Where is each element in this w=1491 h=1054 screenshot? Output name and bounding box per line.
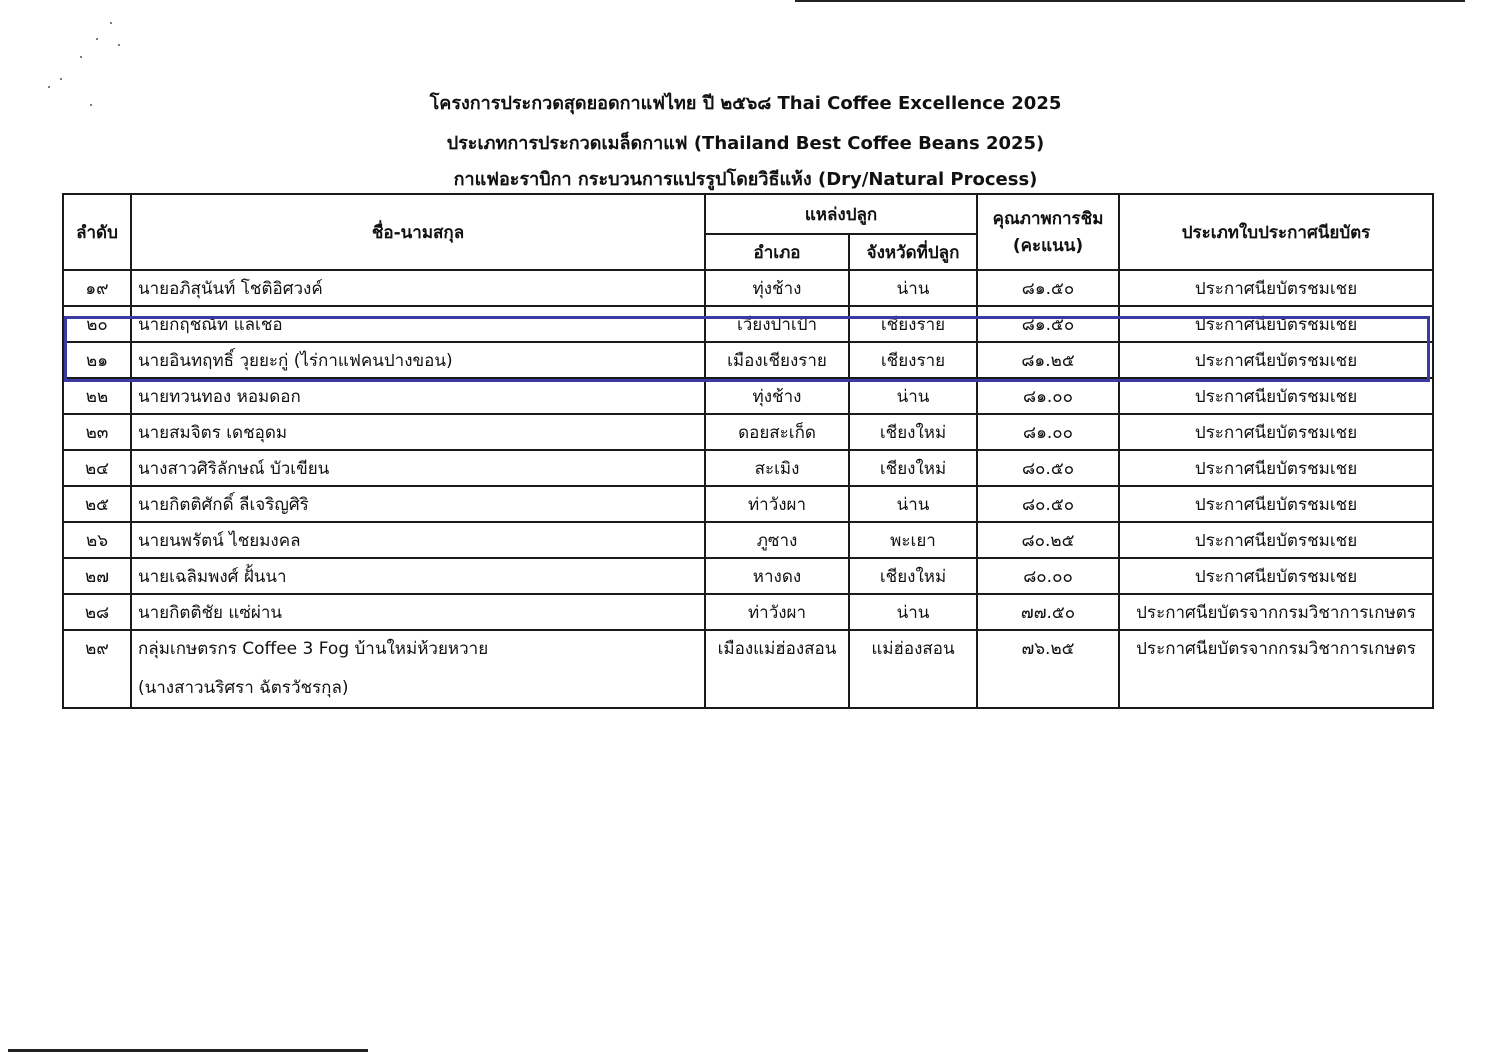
cell-district: เมืองแม่ฮ่องสอน <box>705 630 849 708</box>
table-row <box>63 450 1433 486</box>
cell-seq: ๒๙ <box>63 630 131 708</box>
cell-province: เชียงใหม่ <box>849 558 977 594</box>
cell-score: ๘๑.๐๐ <box>977 414 1119 450</box>
cell-district: ท่าวังผา <box>705 594 849 630</box>
cell-score: ๘๐.๒๕ <box>977 522 1119 558</box>
table-row <box>63 414 1433 450</box>
header-district: อำเภอ <box>705 234 849 270</box>
cell-seq: ๑๙ <box>63 270 131 306</box>
table-row <box>63 342 1433 378</box>
cell-district: หางดง <box>705 558 849 594</box>
cell-province: น่าน <box>849 270 977 306</box>
cell-seq: ๒๗ <box>63 558 131 594</box>
scan-speck <box>80 56 82 58</box>
cell-district: ภูซาง <box>705 522 849 558</box>
bottom-rule <box>8 1049 368 1052</box>
results-table <box>62 193 1434 709</box>
cell-name: นายอภิสุนันท์ โชติอิศวงค์ <box>131 270 705 306</box>
header-seq: ลำดับ <box>63 194 131 270</box>
cell-score: ๘๑.๕๐ <box>977 270 1119 306</box>
cell-name: นายเฉลิมพงศ์ ฝั้นนา <box>131 558 705 594</box>
cell-seq: ๒๐ <box>63 306 131 342</box>
top-rule <box>795 0 1465 2</box>
cell-name: นายอินทฤทธิ์ วุยยะกู่ (ไร่กาแฟคนปางขอน) <box>131 342 705 378</box>
cell-cert: ประกาศนียบัตรชมเชย <box>1119 414 1433 450</box>
cell-province: เชียงราย <box>849 342 977 378</box>
header-province: จังหวัดที่ปลูก <box>849 234 977 270</box>
cell-name: นายกฤชณัท แลเชอ <box>131 306 705 342</box>
cell-name <box>131 630 705 708</box>
cell-seq: ๒๑ <box>63 342 131 378</box>
header-score-line2: (คะแนน) <box>1012 236 1084 256</box>
cell-province: เชียงราย <box>849 306 977 342</box>
table-row <box>63 630 1433 708</box>
cell-seq: ๒๒ <box>63 378 131 414</box>
cell-score: ๘๑.๒๕ <box>977 342 1119 378</box>
table-row <box>63 378 1433 414</box>
cell-name: นายทวนทอง หอมดอก <box>131 378 705 414</box>
cell-seq: ๒๘ <box>63 594 131 630</box>
cell-province: พะเยา <box>849 522 977 558</box>
header-score-line1: คุณภาพการชิม <box>992 209 1104 229</box>
cell-cert: ประกาศนียบัตรชมเชย <box>1119 450 1433 486</box>
cell-district: ทุ่งช้าง <box>705 378 849 414</box>
document-subtitle: ประเภทการประกวดเมล็ดกาแฟ (Thailand Best Coffee Beans 2025) <box>446 133 1045 154</box>
cell-cert: ประกาศนียบัตรชมเชย <box>1119 378 1433 414</box>
table-row <box>63 486 1433 522</box>
cell-score: ๘๐.๕๐ <box>977 450 1119 486</box>
cell-province: น่าน <box>849 486 977 522</box>
cell-cert: ประกาศนียบัตรชมเชย <box>1119 306 1433 342</box>
cell-province: น่าน <box>849 594 977 630</box>
scan-speck <box>118 44 120 46</box>
cell-score: ๘๐.๐๐ <box>977 558 1119 594</box>
cell-name: นายสมจิตร เดชอุดม <box>131 414 705 450</box>
table-row <box>63 594 1433 630</box>
cell-province: เชียงใหม่ <box>849 450 977 486</box>
cell-score: ๗๖.๒๕ <box>977 630 1119 708</box>
cell-seq: ๒๕ <box>63 486 131 522</box>
table-row <box>63 522 1433 558</box>
cell-district: ดอยสะเก็ด <box>705 414 849 450</box>
cell-cert: ประกาศนียบัตรชมเชย <box>1119 522 1433 558</box>
cell-district: ทุ่งช้าง <box>705 270 849 306</box>
document-title: โครงการประกวดสุดยอดกาแฟไทย ปี ๒๕๖๘ Thai Coffee Excellence 2025 <box>429 93 1062 114</box>
table-row <box>63 270 1433 306</box>
header-name: ชื่อ-นามสกุล <box>131 194 705 270</box>
cell-district: สะเมิง <box>705 450 849 486</box>
cell-seq: ๒๖ <box>63 522 131 558</box>
cell-district: เมืองเชียงราย <box>705 342 849 378</box>
table-row <box>63 306 1433 342</box>
cell-name: นางสาวศิริลักษณ์ บัวเขียน <box>131 450 705 486</box>
cell-cert: ประกาศนียบัตรชมเชย <box>1119 558 1433 594</box>
cell-district: ท่าวังผา <box>705 486 849 522</box>
header-score <box>977 194 1119 270</box>
cell-province: แม่ฮ่องสอน <box>849 630 977 708</box>
cell-name: นายกิตติศักดิ์ ลีเจริญศิริ <box>131 486 705 522</box>
table-row <box>63 558 1433 594</box>
cell-district: เวียงป่าเป้า <box>705 306 849 342</box>
cell-cert: ประกาศนียบัตรชมเชย <box>1119 270 1433 306</box>
header-location: แหล่งปลูก <box>705 194 977 234</box>
cell-province: น่าน <box>849 378 977 414</box>
header-cert: ประเภทใบประกาศนียบัตร <box>1119 194 1433 270</box>
scan-speck <box>110 22 112 24</box>
cell-name-line1: กลุ่มเกษตรกร Coffee 3 Fog บ้านใหม่ห้วยหวาย <box>138 639 489 659</box>
cell-cert: ประกาศนียบัตรชมเชย <box>1119 486 1433 522</box>
cell-name-line2: (นางสาวนริศรา ฉัตรวัชรกุล) <box>138 678 349 698</box>
cell-name: นายนพรัตน์ ไชยมงคล <box>131 522 705 558</box>
document-category: กาแฟอะราบิกา กระบวนการแปรรูปโดยวิธีแห้ง (Dry/Natural Process) <box>453 169 1038 190</box>
cell-score: ๘๑.๐๐ <box>977 378 1119 414</box>
cell-seq: ๒๔ <box>63 450 131 486</box>
cell-seq: ๒๓ <box>63 414 131 450</box>
cell-score: ๗๗.๕๐ <box>977 594 1119 630</box>
cell-score: ๘๑.๕๐ <box>977 306 1119 342</box>
cell-name: นายกิตติชัย แซ่ผ่าน <box>131 594 705 630</box>
cell-cert: ประกาศนียบัตรชมเชย <box>1119 342 1433 378</box>
scan-speck <box>96 38 98 40</box>
cell-cert: ประกาศนียบัตรจากกรมวิชาการเกษตร <box>1119 594 1433 630</box>
cell-cert: ประกาศนียบัตรจากกรมวิชาการเกษตร <box>1119 630 1433 708</box>
cell-province: เชียงใหม่ <box>849 414 977 450</box>
scan-speck <box>60 78 62 80</box>
cell-score: ๘๐.๕๐ <box>977 486 1119 522</box>
